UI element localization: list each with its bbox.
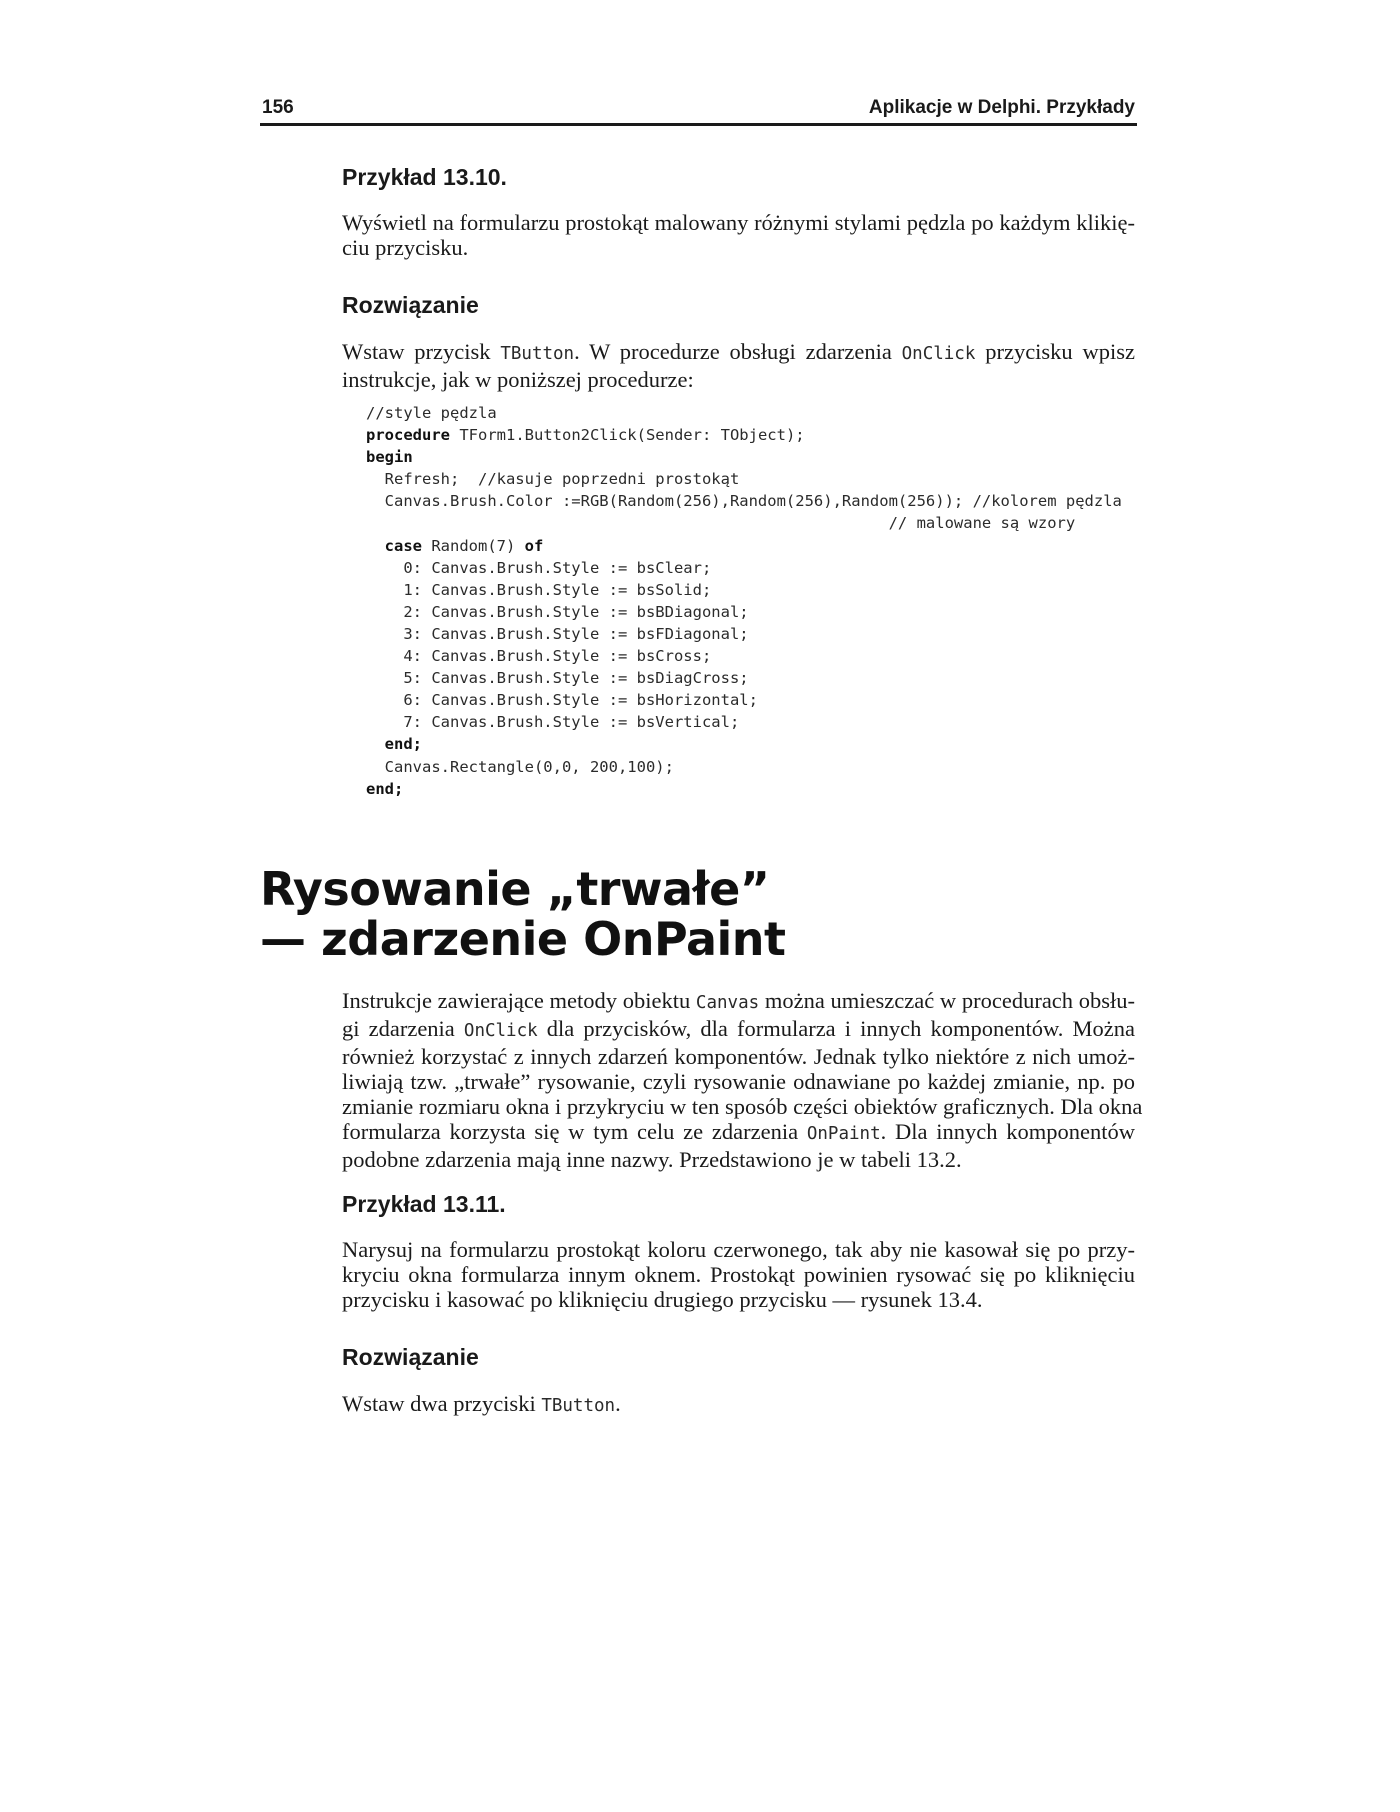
code-text: 0: Canvas.Brush.Style := bsClear; bbox=[366, 558, 712, 577]
text-run: Wstaw przycisk bbox=[342, 339, 501, 364]
code-line bbox=[366, 446, 1122, 468]
solution-heading: Rozwiązanie bbox=[342, 292, 479, 318]
text-line bbox=[342, 1016, 1135, 1044]
text-line bbox=[342, 988, 1135, 1016]
text-line: przycisku i kasować po kliknięciu drugiego przycisku — rysunek 13.4. bbox=[342, 1287, 983, 1312]
code-line bbox=[366, 557, 1122, 579]
code-keyword: of bbox=[524, 536, 544, 555]
solution-text bbox=[342, 1391, 1135, 1419]
code-line bbox=[366, 689, 1122, 711]
text-run: . bbox=[615, 1391, 621, 1416]
code-line bbox=[366, 402, 1122, 424]
code-line bbox=[366, 424, 1122, 446]
text-run: zmianie rozmiaru okna i przykryciu w ten sposób części obiektów graficznych. Dla okna bbox=[342, 1094, 1143, 1119]
page-number: 156 bbox=[262, 97, 294, 118]
code-line bbox=[366, 667, 1122, 689]
section-paragraph bbox=[342, 988, 1143, 1172]
code-term: OnClick bbox=[901, 344, 976, 364]
code-term: OnClick bbox=[463, 1021, 538, 1041]
code-text: Random(7) bbox=[422, 536, 525, 555]
text-line bbox=[342, 1094, 1143, 1119]
text-run: podobne zdarzenia mają inne nazwy. Przedstawiono je w tabeli 13.2. bbox=[342, 1147, 962, 1172]
solution-heading: Rozwiązanie bbox=[342, 1344, 479, 1370]
code-line bbox=[366, 601, 1122, 623]
code-text: 4: Canvas.Brush.Style := bsCross; bbox=[366, 647, 712, 666]
code-text: Refresh; //kasuje poprzedni prostokąt bbox=[366, 470, 740, 489]
text-line: Wyświetl na formularzu prostokąt malowany różnymi stylami pędzla po każdym klikię- bbox=[342, 210, 1135, 235]
code-line bbox=[366, 778, 1122, 800]
code-term: TButton bbox=[500, 344, 575, 364]
example-task bbox=[342, 210, 1135, 260]
code-line bbox=[366, 468, 1122, 490]
text-line: ciu przycisku. bbox=[342, 235, 469, 260]
text-run: Instrukcje zawierające metody obiektu bbox=[342, 988, 696, 1013]
code-keyword: procedure bbox=[366, 426, 450, 445]
code-text: 2: Canvas.Brush.Style := bsBDiagonal; bbox=[366, 602, 749, 621]
text-run: gi zdarzenia bbox=[342, 1016, 464, 1041]
text-line bbox=[342, 1119, 1135, 1147]
text-line bbox=[342, 1044, 1135, 1069]
code-term: OnPaint bbox=[806, 1124, 881, 1144]
code-text: 7: Canvas.Brush.Style := bsVertical; bbox=[366, 713, 740, 732]
text-run: . W procedurze obsługi zdarzenia bbox=[574, 339, 902, 364]
text-run: Wstaw dwa przyciski bbox=[342, 1391, 542, 1416]
code-line bbox=[366, 645, 1122, 667]
text-run: liwiają tzw. „trwałe” rysowanie, czyli rysowanie odnawiane po każdej zmianie, np. po bbox=[342, 1069, 1135, 1094]
text-line: kryciu okna formularza innym oknem. Prostokąt powinien rysować się po kliknięciu bbox=[342, 1262, 1135, 1287]
code-line bbox=[366, 512, 1122, 534]
code-line bbox=[366, 733, 1122, 755]
code-keyword: case bbox=[384, 536, 422, 555]
text-line bbox=[342, 339, 1135, 367]
code-text: 1: Canvas.Brush.Style := bsSolid; bbox=[366, 580, 712, 599]
code-text: Canvas.Rectangle(0,0, 200,100); bbox=[366, 757, 674, 776]
text-line: instrukcje, jak w poniższej procedurze: bbox=[342, 367, 694, 392]
code-line bbox=[366, 623, 1122, 645]
code-listing bbox=[366, 402, 1122, 800]
code-text: //style pędzla bbox=[366, 404, 497, 422]
text-run: również korzystać z innych zdarzeń komponentów. Jednak tylko niektóre z nich umoż- bbox=[342, 1044, 1135, 1069]
code-text: 6: Canvas.Brush.Style := bsHorizontal; bbox=[366, 691, 758, 710]
code-line bbox=[366, 756, 1122, 778]
code-line bbox=[366, 579, 1122, 601]
section-title-line: Rysowanie „trwałe” bbox=[260, 862, 770, 916]
text-run: . Dla innych komponentów bbox=[880, 1119, 1135, 1144]
code-line bbox=[366, 535, 1122, 557]
code-keyword: end; bbox=[384, 735, 422, 754]
code-term: TButton bbox=[541, 1396, 616, 1416]
code-text: 5: Canvas.Brush.Style := bsDiagCross; bbox=[366, 669, 749, 688]
code-text bbox=[366, 537, 385, 555]
text-line: Narysuj na formularzu prostokąt koloru czerwonego, tak aby nie kasował się po przy- bbox=[342, 1237, 1135, 1262]
code-keyword: end; bbox=[366, 779, 404, 798]
section-title-line: — zdarzenie OnPaint bbox=[260, 912, 786, 966]
solution-text bbox=[342, 339, 1135, 392]
text-run: przycisku wpisz bbox=[975, 339, 1135, 364]
text-line bbox=[342, 1069, 1135, 1094]
section-title bbox=[260, 864, 786, 964]
running-header bbox=[260, 97, 1137, 126]
text-run: formularza korzysta się w tym celu ze zdarzenia bbox=[342, 1119, 807, 1144]
example-heading: Przykład 13.10. bbox=[342, 164, 507, 190]
example-heading: Przykład 13.11. bbox=[342, 1191, 506, 1217]
code-text: // malowane są wzory bbox=[366, 514, 1076, 533]
code-text: TForm1.Button2Click(Sender: TObject); bbox=[450, 426, 805, 445]
code-text bbox=[366, 735, 385, 753]
running-title: Aplikacje w Delphi. Przykłady bbox=[868, 97, 1135, 118]
code-line bbox=[366, 711, 1122, 733]
text-run: dla przycisków, dla formularza i innych komponentów. Można bbox=[537, 1016, 1135, 1041]
example-task bbox=[342, 1237, 1135, 1312]
code-keyword: begin bbox=[366, 448, 413, 467]
text-line bbox=[342, 1147, 1135, 1172]
text-run: można umieszczać w procedurach obsłu- bbox=[759, 988, 1135, 1013]
text-line bbox=[342, 1391, 1135, 1419]
code-text: 3: Canvas.Brush.Style := bsFDiagonal; bbox=[366, 624, 749, 643]
code-text: Canvas.Brush.Color :=RGB(Random(256),Random(256),Random(256)); //kolorem pędzla bbox=[366, 492, 1122, 511]
code-term: Canvas bbox=[695, 993, 760, 1013]
code-line bbox=[366, 490, 1122, 512]
